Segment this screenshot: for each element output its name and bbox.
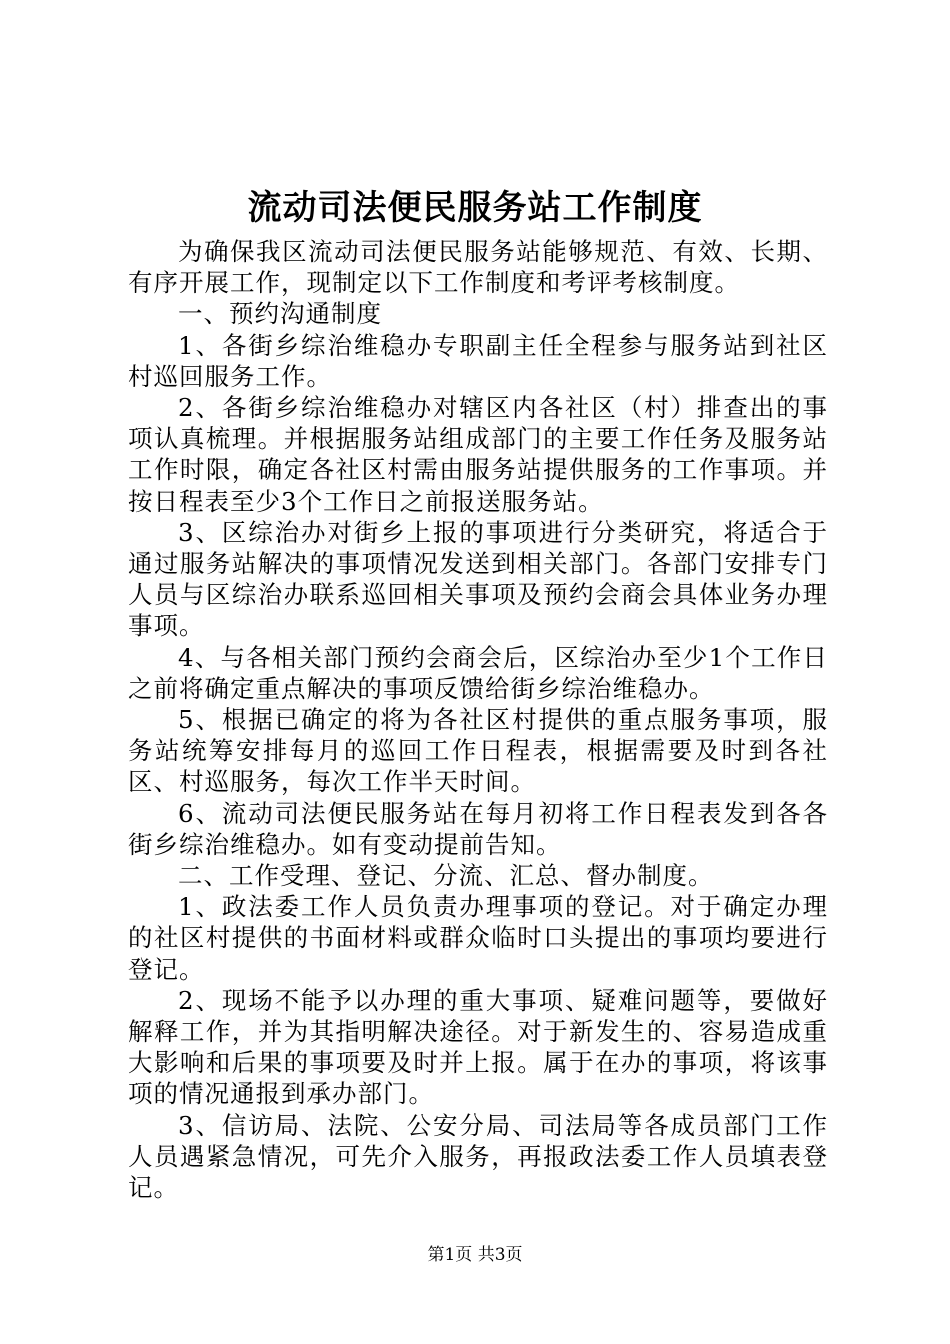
paragraph-2-1: 1、政法委工作人员负责办理事项的登记。对于确定办理的社区村提供的书面材料或群众临时口头提出的事项均要进行登记。 — [128, 892, 828, 984]
section-heading-2: 二、工作受理、登记、分流、汇总、督办制度。 — [178, 861, 714, 891]
paragraph-2-3: 3、信访局、法院、公安分局、司法局等各成员部门工作人员遇紧急情况，可先介入服务，再报政法委工作人员填表登记。 — [128, 1110, 828, 1203]
paragraph-1-4: 4、与各相关部门预约会商会后，区综治办至少1个工作日之前将确定重点解决的事项反馈给街乡综治维稳办。 — [128, 642, 828, 703]
paragraph-1-2: 2、各街乡综治维稳办对辖区内各社区（村）排查出的事项认真梳理。并根据服务站组成部门的主要工作任务及服务站工作时限，确定各社区村需由服务站提供服务的工作事项。并按日程表至少3个工作日之前报送服务站。 — [128, 393, 828, 516]
paragraph-intro: 为确保我区流动司法便民服务站能够规范、有效、长期、有序开展工作，现制定以下工作制度和考评考核制度。 — [128, 237, 828, 298]
page-footer: 第1页 共3页 — [427, 1245, 523, 1265]
document-body — [128, 236, 828, 1203]
paragraph-1-3: 3、区综治办对街乡上报的事项进行分类研究，将适合于通过服务站解决的事项情况发送到相关部门。各部门安排专门人员与区综治办联系巡回相关事项及预约会商会具体业务办理事项。 — [128, 517, 828, 641]
section-heading-1: 一、预约沟通制度 — [178, 299, 382, 329]
paragraph-2-2: 2、现场不能予以办理的重大事项、疑难问题等，要做好解释工作，并为其指明解决途径。对于新发生的、容易造成重大影响和后果的事项要及时并上报。属于在办的事项，将该事项的情况通报到承办部门。 — [128, 985, 828, 1109]
paragraph-1-6: 6、流动司法便民服务站在每月初将工作日程表发到各各街乡综治维稳办。如有变动提前告知。 — [128, 798, 828, 859]
paragraph-1-5: 5、根据已确定的将为各社区村提供的重点服务事项，服务站统筹安排每月的巡回工作日程表，根据需要及时到各社区、村巡服务，每次工作半天时间。 — [128, 705, 828, 797]
paragraph-1-1: 1、各街乡综治维稳办专职副主任全程参与服务站到社区村巡回服务工作。 — [128, 330, 828, 391]
document-title: 流动司法便民服务站工作制度 — [247, 188, 703, 228]
